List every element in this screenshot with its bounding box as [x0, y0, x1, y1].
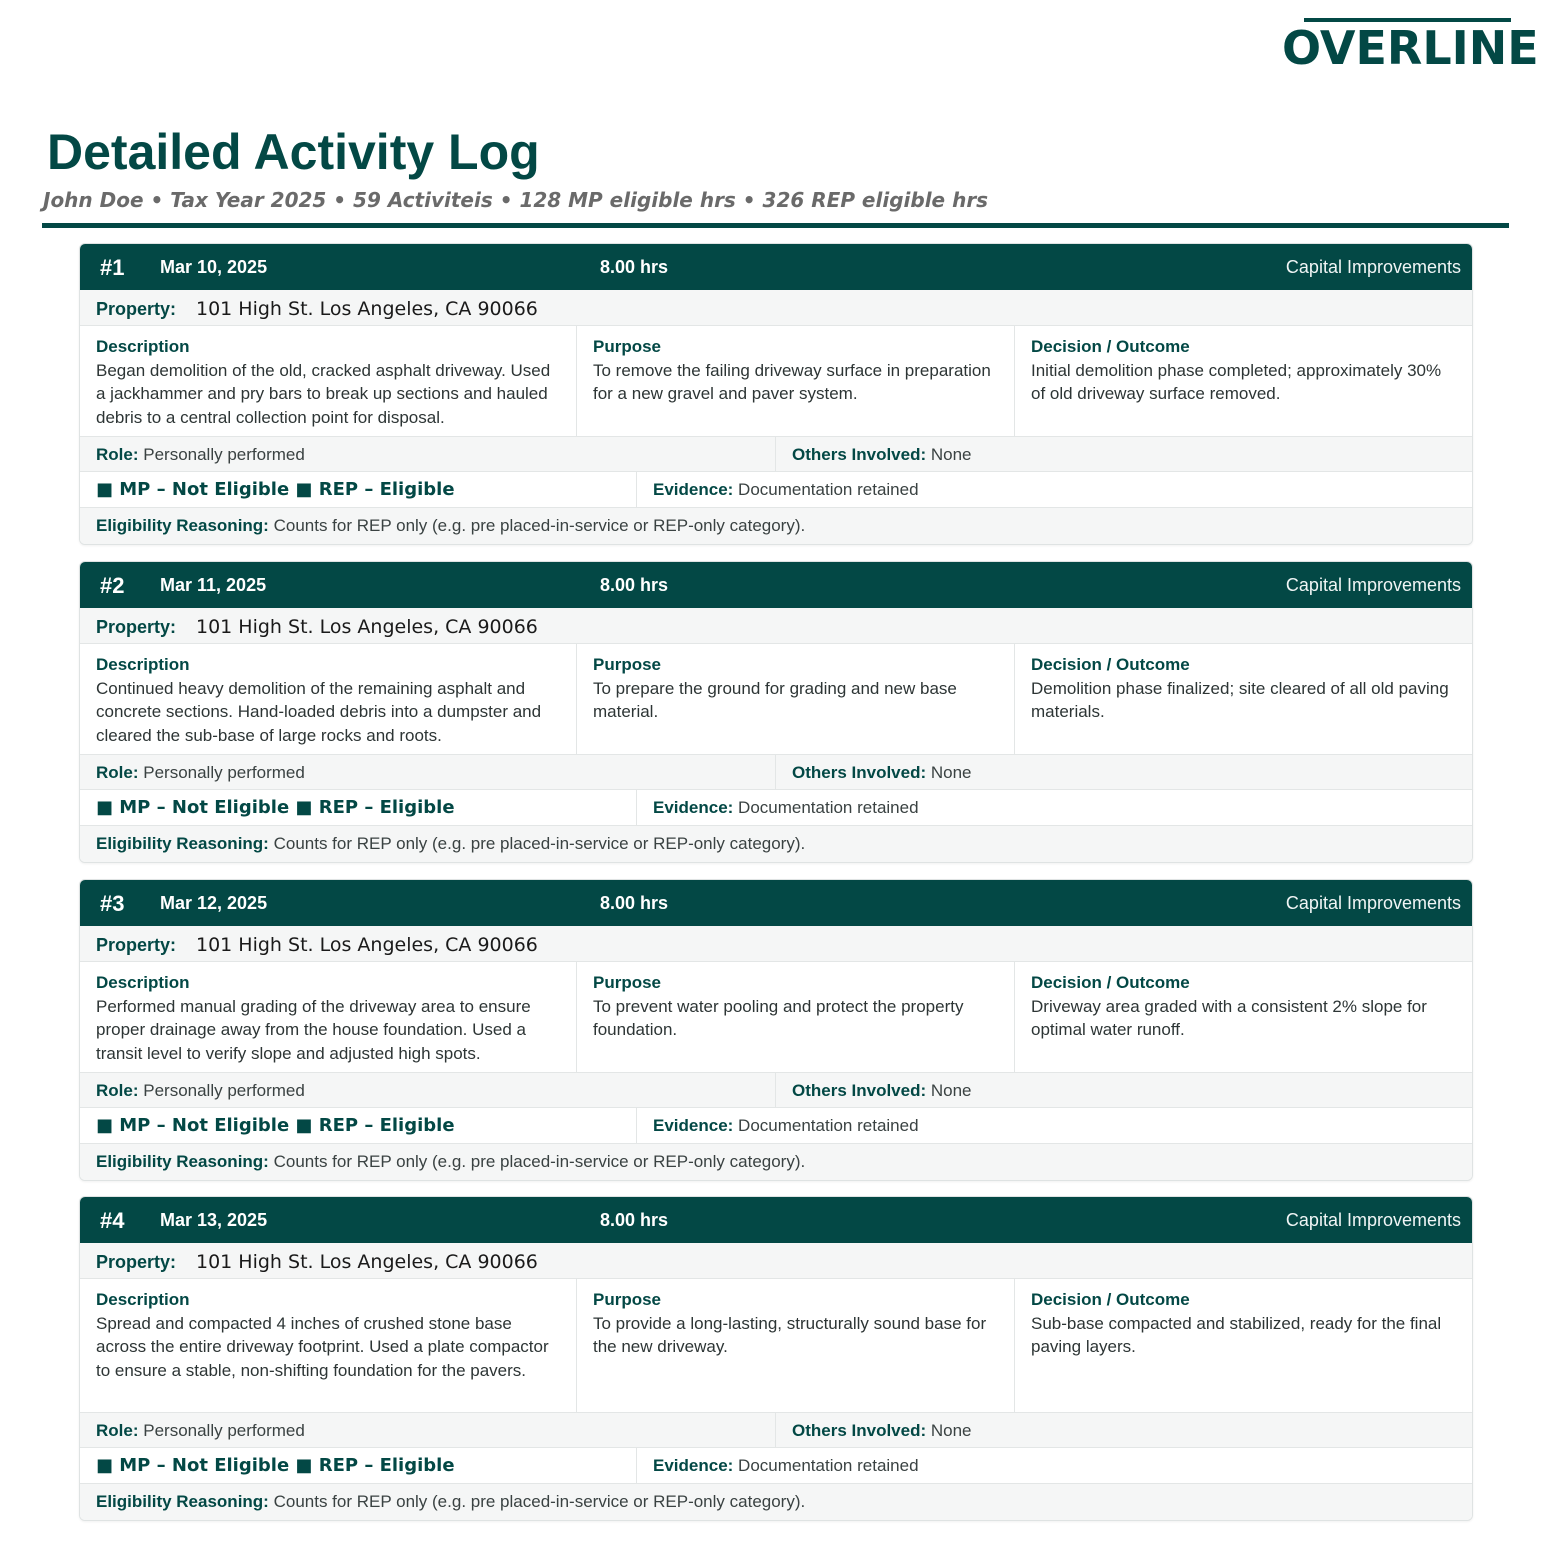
eligibility-row — [80, 1448, 1472, 1484]
outcome-text: Initial demolition phase completed; approximately 30% of old driveway surface removed. — [1031, 360, 1442, 403]
purpose-label: Purpose — [593, 973, 662, 992]
role-cell — [80, 1073, 776, 1107]
evidence-label: Evidence: — [653, 480, 734, 499]
evidence-label: Evidence: — [653, 798, 734, 817]
description-label: Description — [96, 337, 190, 356]
role-value: Personally performed — [143, 1081, 305, 1100]
evidence-cell — [637, 472, 1472, 507]
description-cell — [80, 962, 577, 1072]
property-label: Property: — [96, 935, 177, 955]
description-text: Began demolition of the old, cracked asphalt driveway. Used a jackhammer and pry bars to break up sections and hauled debris to a central collection point for disposal. — [96, 360, 551, 427]
activity-hours: 8.00 hrs — [600, 257, 669, 277]
evidence-label: Evidence: — [653, 1456, 734, 1475]
property-value: 101 High St. Los Angeles, CA 90066 — [196, 616, 538, 638]
reasoning-label: Eligibility Reasoning: — [96, 1492, 269, 1511]
eligibility-status: ■ MP – Not Eligible ■ REP – Eligible — [80, 472, 637, 507]
description-cell — [80, 644, 577, 754]
title-divider — [42, 223, 1509, 228]
others-label: Others Involved: — [792, 763, 927, 782]
role-row — [80, 1073, 1472, 1108]
eligibility-row — [80, 472, 1472, 508]
others-cell — [776, 1413, 1472, 1447]
role-label: Role: — [96, 763, 139, 782]
activity-category: Capital Improvements — [1285, 1210, 1461, 1230]
property-row — [80, 608, 1472, 644]
role-label: Role: — [96, 1081, 139, 1100]
eligibility-status: ■ MP – Not Eligible ■ REP – Eligible — [80, 1448, 637, 1483]
others-label: Others Involved: — [792, 1421, 927, 1440]
purpose-label: Purpose — [593, 655, 662, 674]
outcome-label: Decision / Outcome — [1031, 973, 1190, 992]
evidence-cell — [637, 1448, 1472, 1483]
activity-card — [79, 243, 1473, 545]
property-value: 101 High St. Los Angeles, CA 90066 — [196, 934, 538, 956]
property-row — [80, 290, 1472, 326]
activity-hours: 8.00 hrs — [600, 893, 669, 913]
activity-header — [80, 244, 1472, 290]
outcome-cell — [1015, 644, 1472, 754]
activity-card — [79, 561, 1473, 863]
evidence-cell — [637, 1108, 1472, 1143]
role-label: Role: — [96, 1421, 139, 1440]
reasoning-label: Eligibility Reasoning: — [96, 1152, 269, 1171]
activity-header — [80, 880, 1472, 926]
activity-date: Mar 12, 2025 — [160, 893, 268, 913]
activity-header — [80, 562, 1472, 608]
details-row — [80, 326, 1472, 437]
description-text: Spread and compacted 4 inches of crushed stone base across the entire driveway footprint. Used a plate compactor to ensure a stable, non-shifting foundation for the pavers. — [96, 1313, 549, 1380]
purpose-text: To remove the failing driveway surface in preparation for a new gravel and paver system. — [593, 360, 991, 403]
eligibility-status: ■ MP – Not Eligible ■ REP – Eligible — [80, 1108, 637, 1143]
purpose-text: To prevent water pooling and protect the property foundation. — [593, 996, 964, 1039]
others-value: None — [930, 763, 972, 782]
property-label: Property: — [96, 617, 177, 637]
page-title: Detailed Activity Log — [47, 124, 540, 180]
property-label: Property: — [96, 1252, 177, 1272]
outcome-text: Demolition phase finalized; site cleared of all old paving materials. — [1031, 678, 1449, 721]
reasoning-row — [80, 1144, 1472, 1180]
activity-category: Capital Improvements — [1285, 893, 1461, 913]
description-label: Description — [96, 973, 190, 992]
details-row — [80, 962, 1472, 1073]
others-value: None — [930, 1081, 972, 1100]
outcome-label: Decision / Outcome — [1031, 1290, 1190, 1309]
activity-date: Mar 13, 2025 — [160, 1210, 268, 1230]
reasoning-row — [80, 508, 1472, 544]
others-cell — [776, 1073, 1472, 1107]
activity-date: Mar 10, 2025 — [160, 257, 268, 277]
description-label: Description — [96, 1290, 190, 1309]
activity-number: #2 — [100, 573, 125, 598]
description-text: Performed manual grading of the driveway area to ensure proper drainage away from the house foundation. Used a transit level to verify slope and adjusted high spots. — [96, 996, 531, 1063]
role-value: Personally performed — [143, 763, 305, 782]
description-label: Description — [96, 655, 190, 674]
purpose-cell — [577, 1279, 1015, 1412]
evidence-cell — [637, 790, 1472, 825]
property-row — [80, 926, 1472, 962]
purpose-text: To provide a long-lasting, structurally sound base for the new driveway. — [593, 1313, 987, 1356]
role-label: Role: — [96, 445, 139, 464]
reasoning-value: Counts for REP only (e.g. pre placed-in-service or REP-only category). — [273, 1152, 806, 1171]
logo-text: OVERLINE — [1282, 21, 1539, 75]
outcome-label: Decision / Outcome — [1031, 337, 1190, 356]
evidence-value: Documentation retained — [738, 1456, 919, 1475]
purpose-label: Purpose — [593, 337, 662, 356]
details-row — [80, 1279, 1472, 1413]
reasoning-value: Counts for REP only (e.g. pre placed-in-service or REP-only category). — [273, 516, 806, 535]
description-cell — [80, 1279, 577, 1412]
description-cell — [80, 326, 577, 436]
others-value: None — [930, 445, 972, 464]
role-value: Personally performed — [143, 445, 305, 464]
reasoning-value: Counts for REP only (e.g. pre placed-in-service or REP-only category). — [273, 834, 806, 853]
activity-date: Mar 11, 2025 — [160, 575, 267, 595]
purpose-text: To prepare the ground for grading and new base material. — [593, 678, 957, 721]
purpose-cell — [577, 644, 1015, 754]
outcome-text: Driveway area graded with a consistent 2% slope for optimal water runoff. — [1031, 996, 1427, 1039]
purpose-cell — [577, 962, 1015, 1072]
role-row — [80, 1413, 1472, 1448]
activity-category: Capital Improvements — [1285, 257, 1461, 277]
reasoning-value: Counts for REP only (e.g. pre placed-in-service or REP-only category). — [273, 1492, 806, 1511]
role-cell — [80, 755, 776, 789]
evidence-label: Evidence: — [653, 1116, 734, 1135]
others-cell — [776, 755, 1472, 789]
evidence-value: Documentation retained — [738, 798, 919, 817]
activity-number: #4 — [100, 1208, 125, 1233]
purpose-label: Purpose — [593, 1290, 662, 1309]
property-value: 101 High St. Los Angeles, CA 90066 — [196, 1251, 538, 1273]
reasoning-row — [80, 1484, 1472, 1520]
outcome-cell — [1015, 1279, 1472, 1412]
outcome-label: Decision / Outcome — [1031, 655, 1190, 674]
property-label: Property: — [96, 299, 177, 319]
others-cell — [776, 437, 1472, 471]
property-row — [80, 1243, 1472, 1279]
activity-number: #1 — [100, 255, 125, 280]
activity-category: Capital Improvements — [1285, 575, 1461, 595]
property-value: 101 High St. Los Angeles, CA 90066 — [196, 298, 538, 320]
activity-hours: 8.00 hrs — [600, 575, 669, 595]
others-label: Others Involved: — [792, 445, 927, 464]
eligibility-status: ■ MP – Not Eligible ■ REP – Eligible — [80, 790, 637, 825]
outcome-text: Sub-base compacted and stabilized, ready for the final paving layers. — [1031, 1313, 1442, 1356]
reasoning-label: Eligibility Reasoning: — [96, 516, 269, 535]
role-row — [80, 755, 1472, 790]
eligibility-row — [80, 1108, 1472, 1144]
role-value: Personally performed — [143, 1421, 305, 1440]
evidence-value: Documentation retained — [738, 480, 919, 499]
outcome-cell — [1015, 326, 1472, 436]
activity-hours: 8.00 hrs — [600, 1210, 669, 1230]
role-cell — [80, 1413, 776, 1447]
others-value: None — [930, 1421, 972, 1440]
activity-card — [79, 1196, 1473, 1521]
activity-card — [79, 879, 1473, 1181]
reasoning-row — [80, 826, 1472, 862]
page-subtitle: John Doe • Tax Year 2025 • 59 Activiteis • 128 MP eligible hrs • 326 REP eligible hrs — [43, 188, 989, 212]
eligibility-row — [80, 790, 1472, 826]
others-label: Others Involved: — [792, 1081, 927, 1100]
outcome-cell — [1015, 962, 1472, 1072]
activity-header — [80, 1197, 1472, 1243]
role-row — [80, 437, 1472, 472]
purpose-cell — [577, 326, 1015, 436]
description-text: Continued heavy demolition of the remaining asphalt and concrete sections. Hand-loaded debris into a dumpster and cleared the sub-base of large rocks and roots. — [96, 678, 542, 745]
details-row — [80, 644, 1472, 755]
evidence-value: Documentation retained — [738, 1116, 919, 1135]
role-cell — [80, 437, 776, 471]
reasoning-label: Eligibility Reasoning: — [96, 834, 269, 853]
activity-number: #3 — [100, 891, 125, 916]
